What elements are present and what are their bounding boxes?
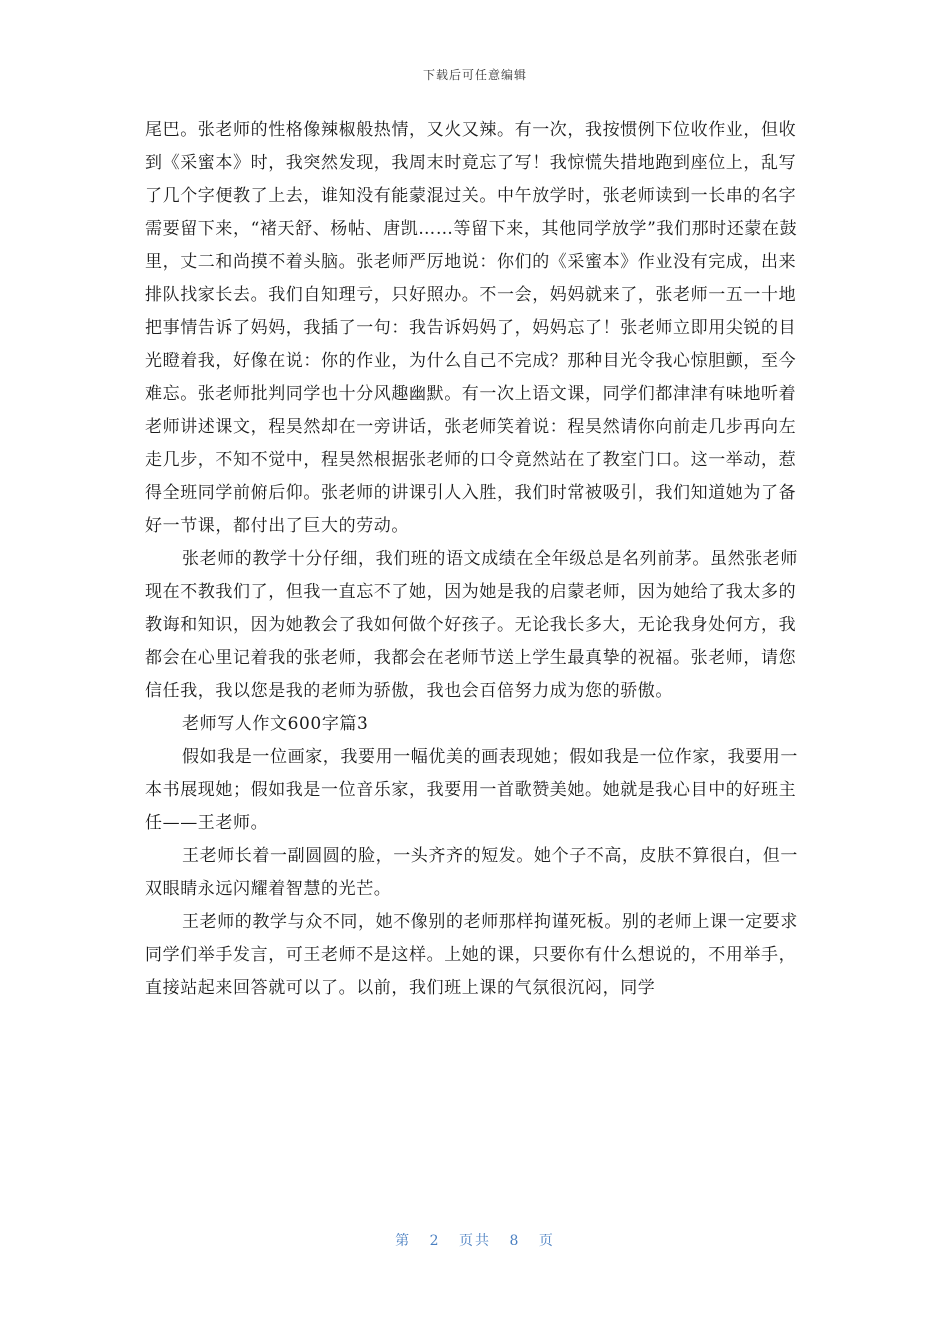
paragraph-5: 王老师的教学与众不同，她不像别的老师那样拘谨死板。别的老师上课一定要求同学们举手发言，可王老师不是这样。上她的课，只要你有什么想说的，不用举手，直接站起来回答就可以了。以前，我们班上课的气氛很沉闷，同学 bbox=[145, 912, 798, 998]
paragraph-1: 尾巴。张老师的性格像辣椒般热情，又火又辣。有一次，我按惯例下位收作业，但收到《采蜜本》时，我突然发现，我周末时竟忘了写！我惊慌失措地跑到座位上，乱写了几个字便教了上去，谁知没有能蒙混过关。中午放学时，张老师读到一长串的名字需要留下来，“褚天舒、杨帖、唐凯……等留下来，其他同学放学”我们那时还蒙在鼓里，丈二和尚摸不着头脑。张老师严厉地说：你们的《采蜜本》作业没有完成，出来排队找家长去。我们自知理亏，只好照办。不一会，妈妈就来了，张老师一五一十地把事情告诉了妈妈，我插了一句：我告诉妈妈了，妈妈忘了！张老师立即用尖锐的目光瞪着我，好像在说：你的作业，为什么自己不完成？那种目光令我心惊胆颤，至今难忘。张老师批判同学也十分风趣幽默。有一次上语文课，同学们都津津有味地听着老师讲述课文，程昊然却在一旁讲话，张老师笑着说：程昊然请你向前走几步再向左走几步，不知不觉中，程昊然根据张老师的口令竟然站在了教室门口。这一举动，惹得全班同学前俯后仰。张老师的讲课引人入胜，我们时常被吸引，我们知道她为了备好一节课，都付出了巨大的劳动。 bbox=[145, 120, 798, 536]
page-header-note: 下载后可任意编辑 bbox=[422, 68, 527, 82]
page-footer bbox=[0, 1230, 950, 1250]
paragraph-3: 假如我是一位画家，我要用一幅优美的画表现她；假如我是一位作家，我要用一本书展现她；假如我是一位音乐家，我要用一首歌赞美她。她就是我心目中的好班主任——王老师。 bbox=[145, 747, 798, 833]
footer-prefix: 第 bbox=[395, 1233, 412, 1249]
paragraph-2: 张老师的教学十分仔细，我们班的语文成绩在全年级总是名列前茅。虽然张老师现在不教我们了，但我一直忘不了她，因为她是我的启蒙老师，因为她给了我太多的教诲和知识，因为她教会了我如何做个好孩子。无论我长多大，无论我身处何方，我都会在心里记着我的张老师，我都会在老师节送上学生最真挚的祝福。张老师，请您信任我，我以您是我的老师为骄傲，我也会百倍努力成为您的骄傲。 bbox=[145, 549, 798, 701]
footer-middle: 页共 bbox=[459, 1233, 491, 1249]
section-heading: 老师写人作文600字篇3 bbox=[182, 714, 369, 734]
footer-total-pages: 8 bbox=[509, 1233, 521, 1249]
paragraph-4: 王老师长着一副圆圆的脸，一头齐齐的短发。她个子不高，皮肤不算很白，但一双眼睛永远闪耀着智慧的光芒。 bbox=[145, 846, 798, 899]
document-body bbox=[145, 114, 805, 1005]
footer-page-number: 2 bbox=[429, 1233, 441, 1249]
footer-suffix: 页 bbox=[538, 1233, 555, 1249]
